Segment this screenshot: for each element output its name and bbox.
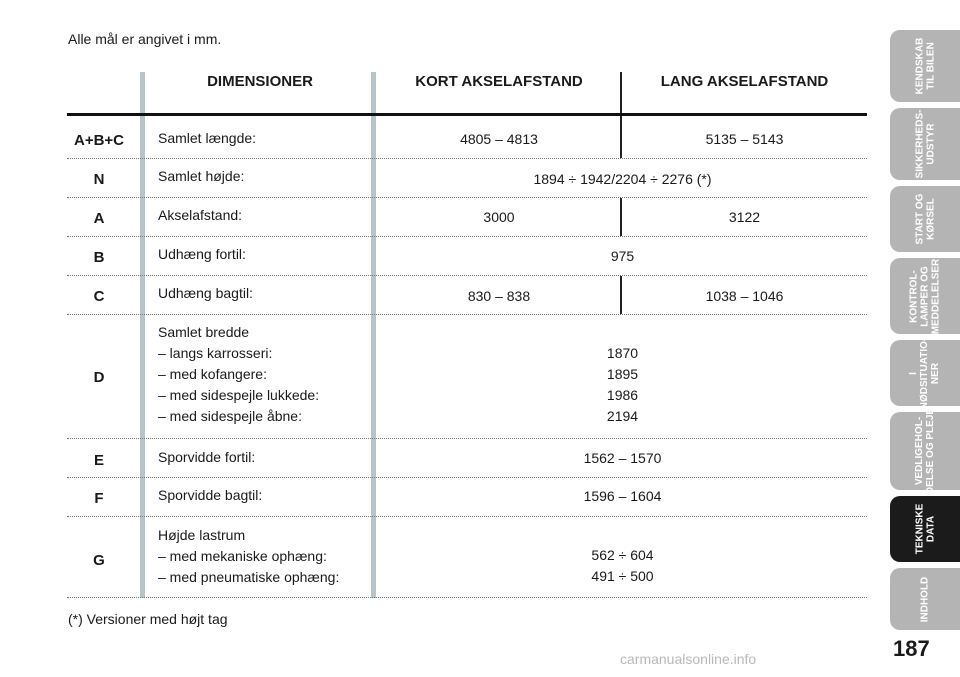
row-code: G — [93, 552, 105, 569]
value-separator — [620, 198, 622, 236]
value-line: 1895 — [606, 366, 639, 382]
row-value: 1894 ÷ 1942/2204 ÷ 2276 (*) — [533, 171, 712, 187]
tab-tekniske-data[interactable] — [890, 496, 960, 562]
value-line: 562 ÷ 604 — [591, 547, 654, 563]
row-code: N — [93, 171, 105, 188]
row-label: Samlet længde: — [158, 130, 257, 146]
row-value: 1562 – 1570 — [583, 450, 662, 466]
tab-nodsituationer[interactable] — [890, 337, 960, 409]
tab-sikkerhedsudstyr[interactable] — [890, 108, 960, 180]
label-line: – med pneumatiske ophæng: — [158, 569, 340, 585]
watermark: carmanualsonline.info — [620, 651, 757, 667]
row-divider — [67, 158, 867, 159]
row-value-long: 3122 — [728, 209, 761, 225]
tab-label: SIKKERHEDS- UDSTYR — [914, 109, 936, 179]
row-divider — [67, 516, 867, 517]
row-code: B — [93, 249, 105, 266]
column-divider-left — [140, 72, 145, 598]
label-line: – langs karrosseri: — [158, 345, 273, 361]
tab-indhold[interactable] — [890, 568, 960, 630]
tab-label: VEDLIGEHOL- DELSE OG PLEJE — [914, 407, 937, 495]
tab-label: START OG KØRSEL — [914, 193, 936, 245]
row-code: F — [94, 490, 104, 507]
value-separator — [620, 116, 622, 158]
row-label: Akselafstand: — [158, 207, 243, 223]
label-line: – med kofangere: — [158, 366, 267, 382]
row-divider — [67, 438, 867, 439]
column-divider-right — [371, 72, 376, 598]
header-separator — [620, 72, 622, 114]
header-long-wheelbase: LANG AKSELAFSTAND — [660, 73, 829, 90]
label-line: Højde lastrum — [158, 527, 246, 543]
value-line: 1870 — [606, 345, 639, 361]
row-code: C — [93, 288, 105, 305]
tab-label: I NØDSITUATIO- NER — [908, 337, 942, 409]
tab-label: KONTROL- LAMPER OG MEDDELELSER — [908, 258, 942, 334]
row-code: D — [93, 369, 105, 386]
row-value-long: 1038 – 1046 — [705, 288, 784, 304]
value-separator — [620, 276, 622, 314]
row-label: Udhæng bagtil: — [158, 285, 253, 301]
value-line: 1986 — [606, 387, 639, 403]
row-divider — [67, 236, 867, 237]
row-divider — [67, 275, 867, 276]
row-divider — [67, 197, 867, 198]
row-label: Sporvidde fortil: — [158, 449, 256, 465]
row-value-block — [378, 545, 867, 587]
label-line: – med sidespejle åbne: — [158, 408, 302, 424]
row-divider — [67, 314, 867, 315]
row-value-block — [378, 343, 867, 427]
row-label: Samlet højde: — [158, 168, 245, 184]
tab-label: TEKNISKE DATA — [914, 503, 936, 555]
value-line: 491 ÷ 500 — [591, 568, 654, 584]
header-rule — [67, 113, 867, 116]
tab-start-og-korsel[interactable] — [890, 186, 960, 252]
row-value-short: 3000 — [483, 209, 515, 225]
row-value: 975 — [610, 248, 635, 264]
header-short-wheelbase: KORT AKSELAFSTAND — [415, 73, 583, 90]
footnote: (*) Versioner med højt tag — [68, 611, 228, 627]
label-line: – med sidespejle lukkede: — [158, 387, 320, 403]
value-line: 2194 — [606, 408, 639, 424]
row-value-short: 4805 – 4813 — [460, 131, 538, 147]
row-label: Udhæng fortil: — [158, 246, 246, 262]
page-number: 187 — [893, 636, 930, 661]
intro-text: Alle mål er angivet i mm. — [68, 31, 222, 47]
tab-kendskab-til-bilen[interactable] — [890, 30, 960, 102]
row-value: 1596 – 1604 — [583, 488, 662, 504]
row-label-block — [158, 525, 339, 588]
row-code: A — [93, 210, 105, 227]
row-code: E — [93, 452, 104, 469]
header-dimensions: DIMENSIONER — [207, 73, 313, 90]
label-line: – med mekaniske ophæng: — [158, 548, 327, 564]
row-value-long: 5135 – 5143 — [705, 131, 784, 147]
tab-label: KENDSKAB TIL BILEN — [913, 37, 936, 95]
tab-vedligeholdelse[interactable] — [890, 407, 960, 495]
tab-kontrollamper[interactable] — [890, 258, 960, 334]
row-divider — [67, 597, 867, 598]
row-divider — [67, 477, 867, 478]
row-label-block — [158, 322, 319, 427]
row-label: Sporvidde bagtil: — [158, 487, 263, 503]
row-code: A+B+C — [73, 132, 125, 149]
label-line: Samlet bredde — [158, 324, 250, 340]
row-value-short: 830 – 838 — [467, 288, 531, 304]
tab-label: INDHOLD — [919, 576, 931, 622]
